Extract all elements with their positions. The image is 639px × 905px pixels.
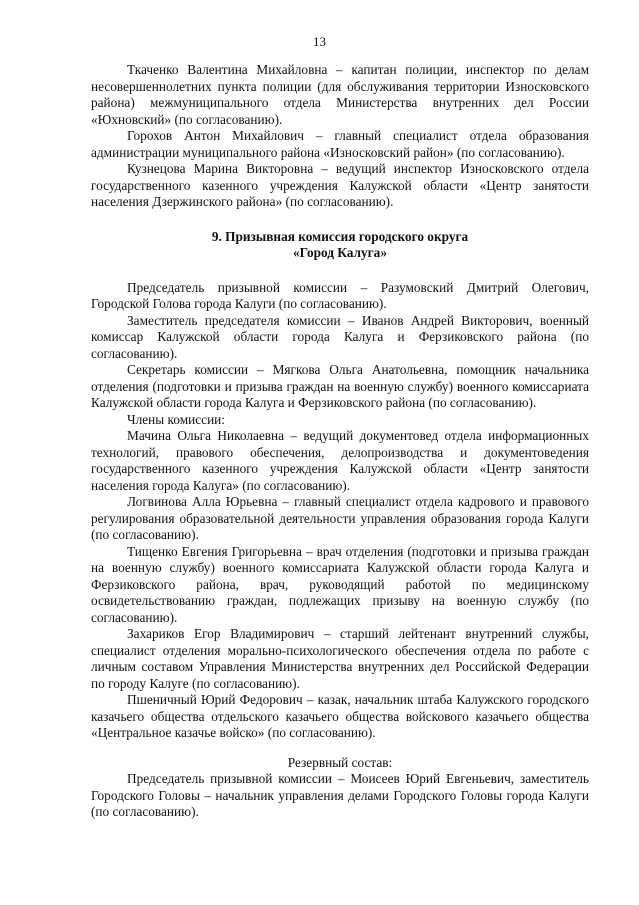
paragraph: Ткаченко Валентина Михайловна – капитан полиции, инспектор по делам несовершеннолетних пункта полиции (для обслуживания территории Износковского района) межмуниципального отдела Министерства внутренних дел России «Юхновский» (по согласованию). (91, 62, 589, 127)
section-title-line2: «Город Калуга» (293, 245, 387, 260)
reserve-title: Резервный состав: (287, 754, 393, 770)
section-title: 9. Призывная комиссия городского округа (211, 228, 469, 244)
members-label: Члены комиссии: (127, 411, 225, 427)
paragraph-secretary: Секретарь комиссии – Мягкова Ольга Анатольевна, помощник начальника отделения (подготовки и призыва граждан на военную службу) военного комиссариата Калужской области города Калуга и Ферзиковского района (по согласованию). (91, 362, 589, 410)
paragraph-deputy: Заместитель председателя комиссии – Иванов Андрей Викторович, военный комиссар Калужской области города Калуга и Ферзиковского района (по согласованию). (91, 312, 589, 361)
paragraph-member: Тищенко Евгения Григорьевна – врач отделения (подготовки и призыва граждан на военную службу) военного комиссариата Калужской области города Калуга и Ферзиковского района, врач, руководящий работой по медицинскому освидетельствованию граждан, подлежащих призыву на военную службу (по согласованию). (91, 543, 589, 625)
paragraph-member: Мачина Ольга Николаевна – ведущий документовед отдела информационных технологий, правового обеспечения, делопроизводства и документоведения государственного казенного учреждения Калужской области «Центр занятости населения города Калуга» (по согласованию). (91, 428, 589, 493)
document-body (91, 62, 589, 821)
paragraph-reserve-chairman: Председатель призывной комиссии – Моисеев Юрий Евгеньевич, заместитель Городского Головы – начальник управления делами Городского Головы города Калуги (по согласованию). (91, 771, 589, 819)
paragraph-member: Пшеничный Юрий Федорович – казак, начальник штаба Калужского городского казачьего общества отдельского казачьего общества войскового казачьего общества «Центральное казачье войско» (по согласованию). (91, 692, 589, 740)
paragraph-chairman: Председатель призывной комиссии – Разумовский Дмитрий Олегович, Городской Голова города Калуги (по согласованию). (91, 279, 589, 311)
paragraph: Горохов Антон Михайлович – главный специалист отдела образования администрации муниципального района «Износковский район» (по согласованию). (91, 128, 589, 160)
paragraph-member: Захариков Егор Владимирович – старший лейтенант внутренний службы, специалист отделения морально-психологического обеспечения отдела по работе с личным составом Управления Министерства внутренних дел Российской Федерации по городу Калуге (по согласованию). (91, 626, 589, 691)
paragraph-member: Логвинова Алла Юрьевна – главный специалист отдела кадрового и правового регулирования образовательной деятельности управления образования города Калуги (по согласованию). (91, 494, 589, 542)
page-number: 13 (313, 34, 326, 49)
paragraph: Кузнецова Марина Викторовна – ведущий инспектор Износковского отдела государственного казенного учреждения Калужской области «Центр занятости населения Дзержинского района» (по согласованию). (91, 161, 589, 209)
